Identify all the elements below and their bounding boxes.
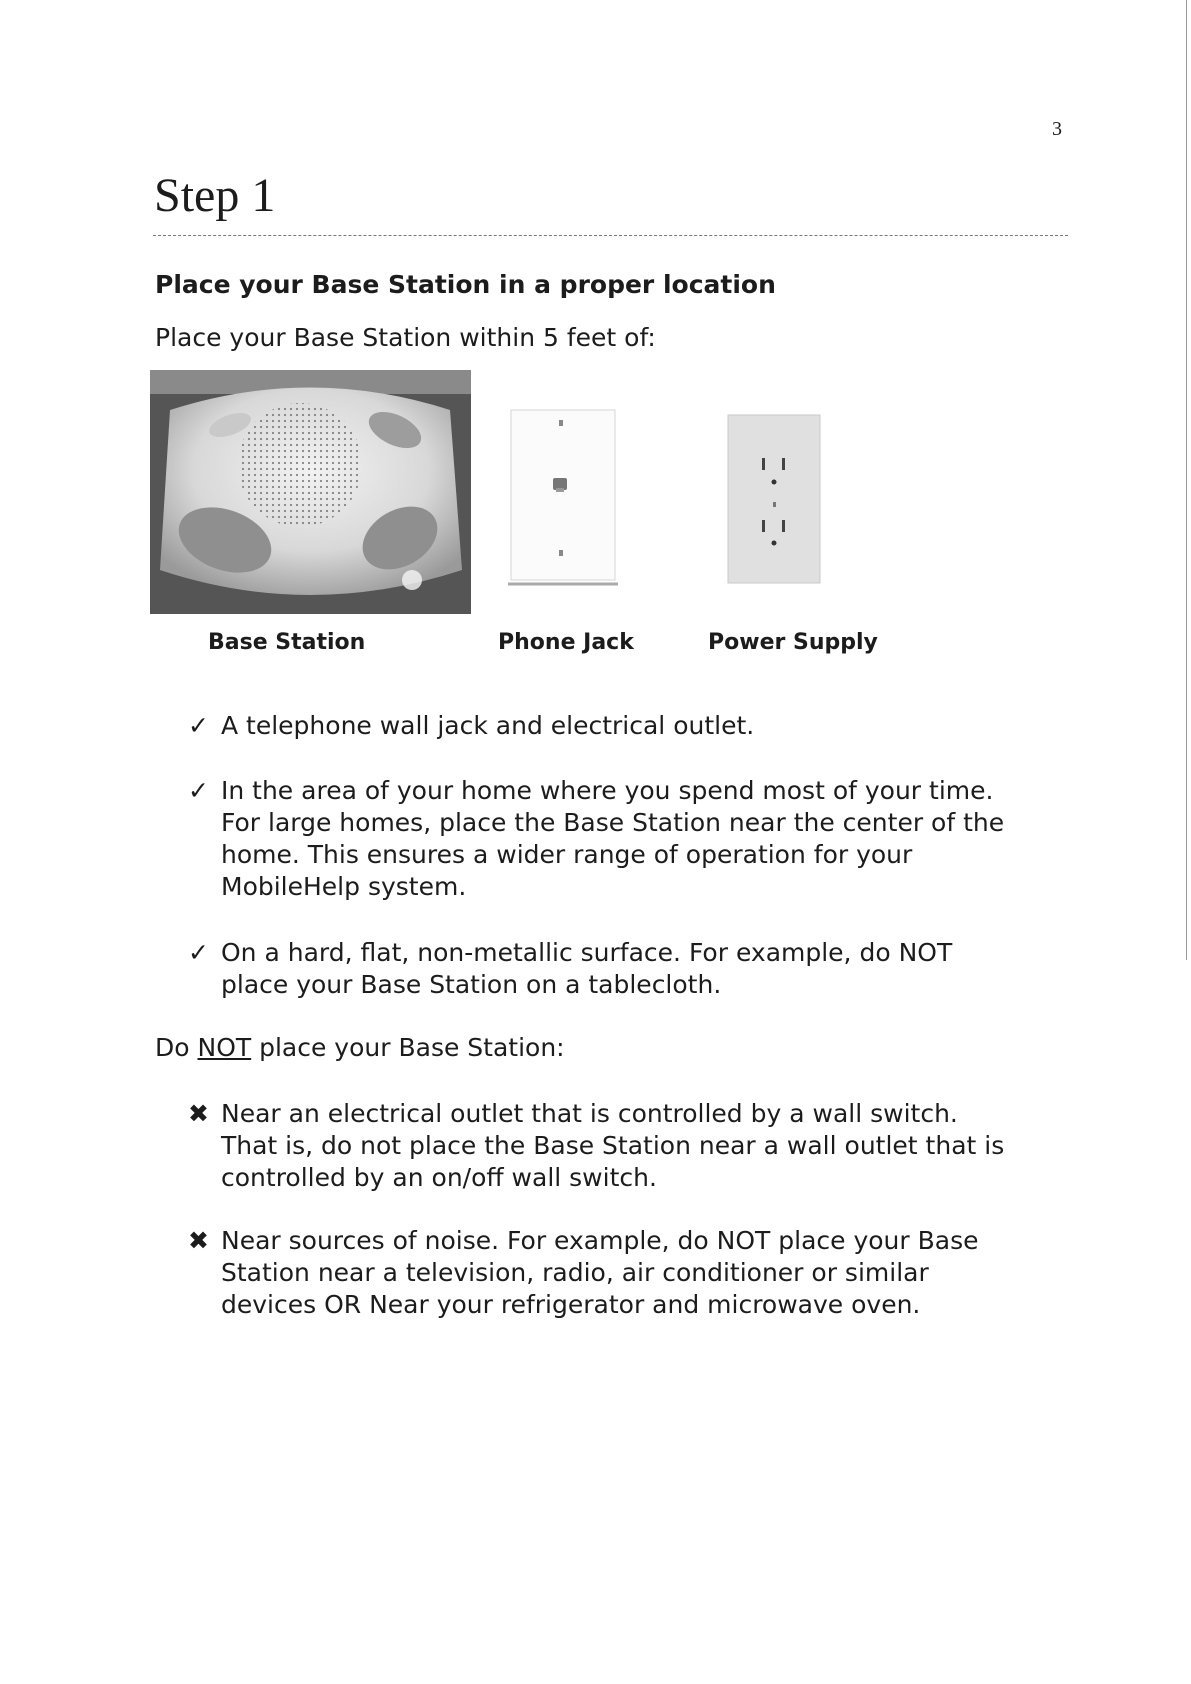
item-line: For large homes, place the Base Station near the center of the: [221, 808, 1005, 837]
item-line: On a hard, flat, non-metallic surface. For example, do NOT: [221, 938, 953, 967]
section-heading: Place your Base Station in a proper location: [155, 270, 776, 299]
page-title: Step 1: [154, 169, 276, 222]
item-line: That is, do not place the Base Station near a wall outlet that is: [221, 1131, 1005, 1160]
page-edge-line: [1186, 0, 1187, 960]
caption-base-station: Base Station: [208, 630, 366, 655]
x-mark-icon: ✖: [188, 1099, 209, 1128]
item-line: Near sources of noise. For example, do NOT place your Base: [221, 1226, 979, 1255]
item-line: In the area of your home where you spend most of your time.: [221, 776, 994, 805]
item-line: A telephone wall jack and electrical outlet.: [221, 711, 755, 740]
caption-phone-jack: Phone Jack: [498, 630, 634, 655]
power-outlet-photo: [720, 410, 828, 588]
item-line: place your Base Station on a tablecloth.: [221, 970, 722, 999]
item-line: home. This ensures a wider range of operation for your: [221, 840, 913, 869]
phone-jack-photo: [503, 400, 623, 590]
do-not-heading: Do NOT place your Base Station:: [155, 1033, 565, 1062]
checkmark-icon: ✓: [188, 776, 209, 805]
item-line: MobileHelp system.: [221, 872, 467, 901]
x-mark-icon: ✖: [188, 1226, 209, 1255]
item-line: controlled by an on/off wall switch.: [221, 1163, 657, 1192]
not-emphasis: NOT: [197, 1033, 252, 1062]
title-divider: [153, 235, 1068, 236]
base-station-photo: [150, 370, 471, 614]
checkmark-icon: ✓: [188, 938, 209, 967]
caption-power-supply: Power Supply: [708, 630, 878, 655]
checkmark-icon: ✓: [188, 711, 209, 740]
page-number: 3: [1052, 118, 1062, 140]
item-line: Station near a television, radio, air conditioner or similar: [221, 1258, 929, 1287]
item-line: Near an electrical outlet that is controlled by a wall switch.: [221, 1099, 958, 1128]
intro-text: Place your Base Station within 5 feet of:: [155, 323, 656, 352]
item-line: devices OR Near your refrigerator and microwave oven.: [221, 1290, 921, 1319]
